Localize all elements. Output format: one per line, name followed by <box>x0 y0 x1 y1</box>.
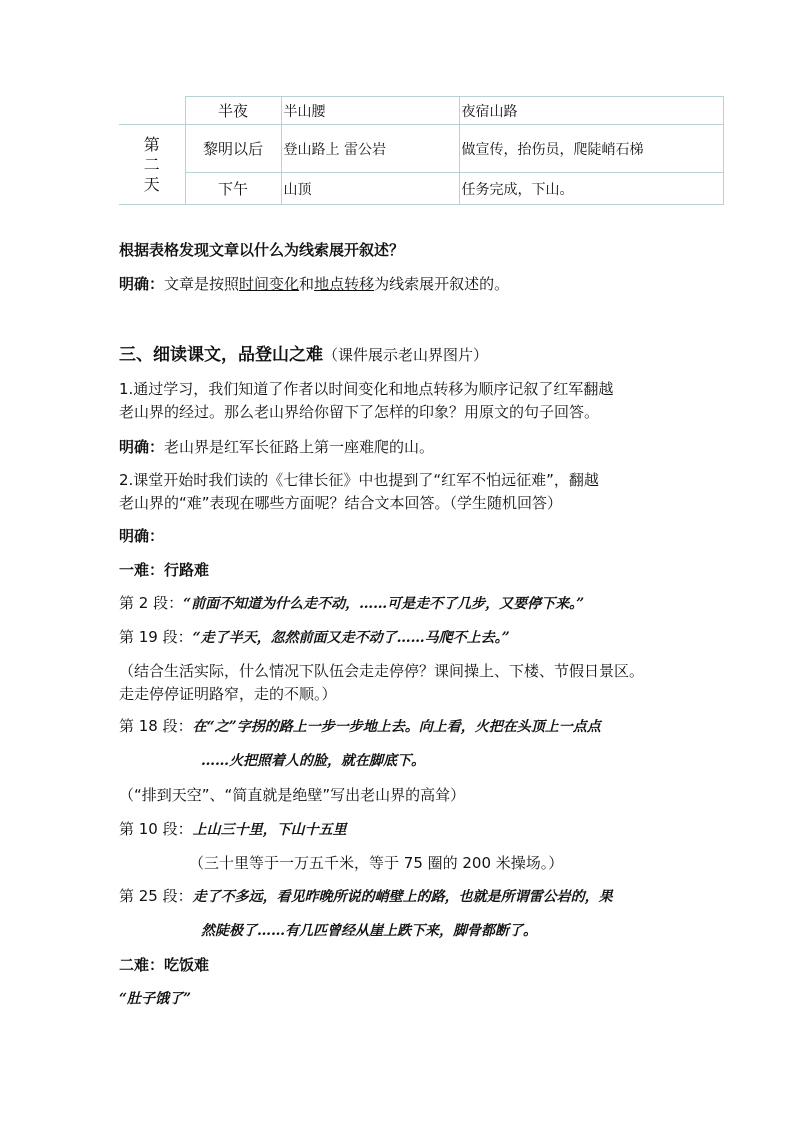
underlined-term: 地点转移 <box>314 275 375 293</box>
quote-text: 走了不多远，看见昨晚所说的峭壁上的路，也就是所谓雷公岩的，果 <box>192 889 613 905</box>
table-cell-event: 任务完成，下山。 <box>459 173 723 205</box>
answer-text: 和 <box>299 275 315 293</box>
note-line: （“排到天空”、“简直就是绝壁”写出老山界的高耸） <box>119 786 466 804</box>
day-char: 天 <box>143 174 160 194</box>
paragraph-label: 第 19 段： <box>119 628 193 646</box>
section-title: 三、细读课文，品登山之难 <box>119 345 323 365</box>
paragraph-label: 第 2 段： <box>119 594 184 612</box>
table-cell-day <box>119 125 185 205</box>
answer-text: 为线索展开叙述的。 <box>374 275 510 293</box>
table-row <box>119 97 723 125</box>
table-cell-place: 登山路上 雷公岩 <box>281 125 459 173</box>
note-line: 走走停停证明路窄，走的不顺。） <box>119 685 337 703</box>
difficulty-heading: 二难：吃饭难 <box>119 956 210 974</box>
quote-line <box>119 818 347 841</box>
quote-text: 然陡极了……有几匹曾经从崖上跌下来，脚骨都断了。 <box>201 923 537 939</box>
table-cell-place: 山顶 <box>281 173 459 205</box>
table-cell-time: 下午 <box>185 173 281 205</box>
note-line: （结合生活实际，什么情况下队伍会走走停停？课间操上、下楼、节假日景区。 <box>119 662 645 680</box>
table-row <box>119 125 723 173</box>
table-cell-event: 做宣传，抬伤员，爬陡峭石梯 <box>459 125 723 173</box>
question-line: 1.通过学习，我们知道了作者以时间变化和地点转移为顺序记叙了红军翻越 <box>119 380 614 398</box>
question-heading: 根据表格发现文章以什么为线索展开叙述？ <box>119 241 405 259</box>
quote-line <box>119 592 584 615</box>
quote-text: 上山三十里，下山十五里 <box>192 822 347 838</box>
answer-text: 老山界是红军长征路上第一座难爬的山。 <box>164 438 435 456</box>
paragraph-label: 第 25 段： <box>119 887 193 905</box>
question-line: 2.课堂开始时我们读的《七律长征》中也提到了“红军不怕远征难”，翻越 <box>119 471 599 489</box>
underlined-term: 时间变化 <box>239 275 300 293</box>
table-cell-event: 夜宿山路 <box>459 97 723 125</box>
timeline-table <box>119 96 724 205</box>
answer-line <box>119 436 434 458</box>
day-char: 第 <box>143 134 160 154</box>
answer-text: 文章是按照 <box>164 275 240 293</box>
table-cell-time: 半夜 <box>185 97 281 125</box>
quote-text: “前面不知道为什么走不动，……可是走不了几步，又要停下来。” <box>183 596 585 612</box>
quote-text: “肚子饿了” <box>119 991 192 1007</box>
paragraph-label: 第 10 段： <box>119 820 193 838</box>
answer-label: 明确： <box>119 527 165 545</box>
table-cell-place: 半山腰 <box>281 97 459 125</box>
note-line: （三十里等于一万五千米，等于 75 圈的 200 米操场。） <box>189 854 564 872</box>
quote-line <box>119 715 601 738</box>
answer-line <box>119 273 509 295</box>
section-note: （课件展示老山界图片） <box>323 346 489 364</box>
answer-label: 明确： <box>119 275 165 293</box>
quote-line <box>119 885 613 908</box>
question-line: 老山界的经过。那么老山界给你留下了怎样的印象？用原文的句子回答。 <box>119 403 600 421</box>
table-cell-time: 黎明以后 <box>185 125 281 173</box>
question-line: 老山界的“难”表现在哪些方面呢？结合文本回答。（学生随机回答） <box>119 494 563 512</box>
difficulty-heading: 一难：行路难 <box>119 561 210 579</box>
day-char: 二 <box>143 154 160 174</box>
paragraph-label: 第 18 段： <box>119 717 193 735</box>
table-cell-day <box>119 97 185 125</box>
quote-text: ……火把照着人的脸，就在脚底下。 <box>201 753 425 769</box>
quote-text: 在“之”字拐的路上一步一步地上去。向上看，火把在头顶上一点点 <box>192 719 601 735</box>
answer-label: 明确： <box>119 438 165 456</box>
quote-text: “走了半天，忽然前面又走不动了……马爬不上去。” <box>192 630 510 646</box>
quote-line <box>119 626 510 649</box>
table-row <box>119 173 723 205</box>
section-heading <box>119 343 488 367</box>
